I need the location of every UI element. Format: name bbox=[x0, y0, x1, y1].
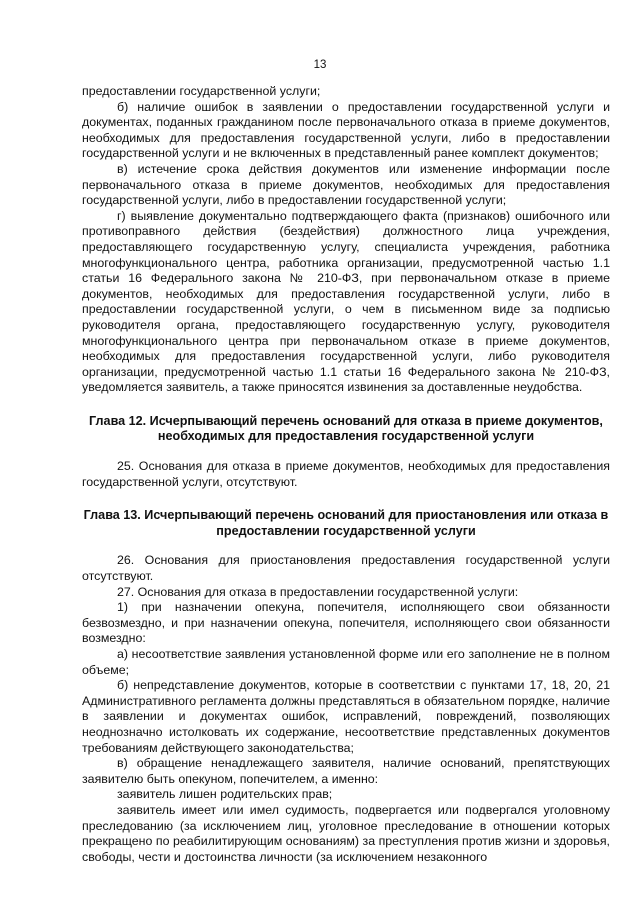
chapter-13-heading: Глава 13. Исчерпывающий перечень оснований для приостановления или отказа в предоставлении государственной услуги bbox=[83, 508, 609, 538]
paragraph-25: 25. Основания для отказа в приеме документов, необходимых для предоставления государственной услуги, отсутствуют. bbox=[82, 459, 610, 489]
chapter-12-heading: Глава 12. Исчерпывающий перечень оснований для отказа в приеме документов, необходимых для предоставления государственной услуги bbox=[89, 413, 603, 444]
spacer bbox=[82, 396, 610, 414]
spacer bbox=[82, 490, 610, 508]
paragraph-item-g: г) выявление документально подтверждающего факта (признаков) ошибочного или противоправного действия (бездействия) должностного лица учреждения, предоставляющего государственную услугу, специалиста учреждения, работника многофункционального центра, работника организации, предусмотренной частью 1.1 статьи 16 Федерального закона № 210-ФЗ, при первоначальном отказе в приеме документов, необходимых для предоставления государственной услуги, либо в предоставлении государственной услуги, о чем в письменном виде за подписью руководителя органа, предоставляющего государственную услугу, руководителя многофункционального центра при первоначальном отказе в приеме документов, необходимых для предоставления государственной услуги, либо руководителя организации, предусмотренной частью 1.1 статьи 16 Федерального закона № 210-ФЗ, уведомляется заявитель, а также приносятся извинения за доставленные неудобства. bbox=[82, 208, 610, 395]
paragraph-continuation: предоставлении государственной услуги; bbox=[82, 84, 321, 98]
page-number: 13 bbox=[313, 59, 327, 71]
paragraph-27-1-b: б) непредставление документов, которые в соответствии с пунктами 17, 18, 20, 21 Административного регламента должны представляться в обязательном порядке, наличие в заявлении и документах ошибок, исправлений, повреждений, позволяющих неоднозначно истолковать их содержание, несоответствие представленных документов требованиям действующего законодательства; bbox=[82, 678, 610, 755]
paragraph-27-1-v: в) обращение ненадлежащего заявителя, наличие оснований, препятствующих заявителю быть опекуном, попечителем, а именно: bbox=[82, 756, 610, 786]
paragraph-criminal-record: заявитель имеет или имел судимость, подвергается или подвергался уголовному преследованию (за исключением лиц, уголовное преследование в отношении которых прекращено по реабилитирующим основаниям) за преступления против жизни и здоровья, свободы, чести и достоинства личности (за исключением незаконного bbox=[82, 802, 610, 864]
spacer bbox=[82, 539, 610, 553]
spacer bbox=[82, 445, 610, 459]
paragraph-27-1-a: а) несоответствие заявления установленной форме или его заполнение не в полном объеме; bbox=[82, 647, 610, 677]
paragraph-deprived-rights: заявитель лишен родительских прав; bbox=[117, 787, 333, 802]
document-body bbox=[82, 84, 610, 865]
paragraph-27-1: 1) при назначении опекуна, попечителя, исполняющего свои обязанности безвозмездно, и при назначении опекуна, попечителя, исполняющего свои обязанности возмездно: bbox=[82, 600, 610, 646]
paragraph-item-v: в) истечение срока действия документов или изменение информации после первоначального отказа в приеме документов, необходимых для предоставления государственной услуги, либо в предоставлении государственной услуги; bbox=[82, 161, 610, 208]
paragraph-item-b: б) наличие ошибок в заявлении о предоставлении государственной услуги и документах, поданных гражданином после первоначального отказа в приеме документов, необходимых для предоставления государственной услуги, либо в предоставлении государственной услуги и не включенных в представленный ранее комплект документов; bbox=[82, 99, 610, 161]
paragraph-26: 26. Основания для приостановления предоставления государственной услуги отсутствуют. bbox=[82, 553, 610, 584]
paragraph-27: 27. Основания для отказа в предоставлении государственной услуги: bbox=[117, 584, 519, 599]
